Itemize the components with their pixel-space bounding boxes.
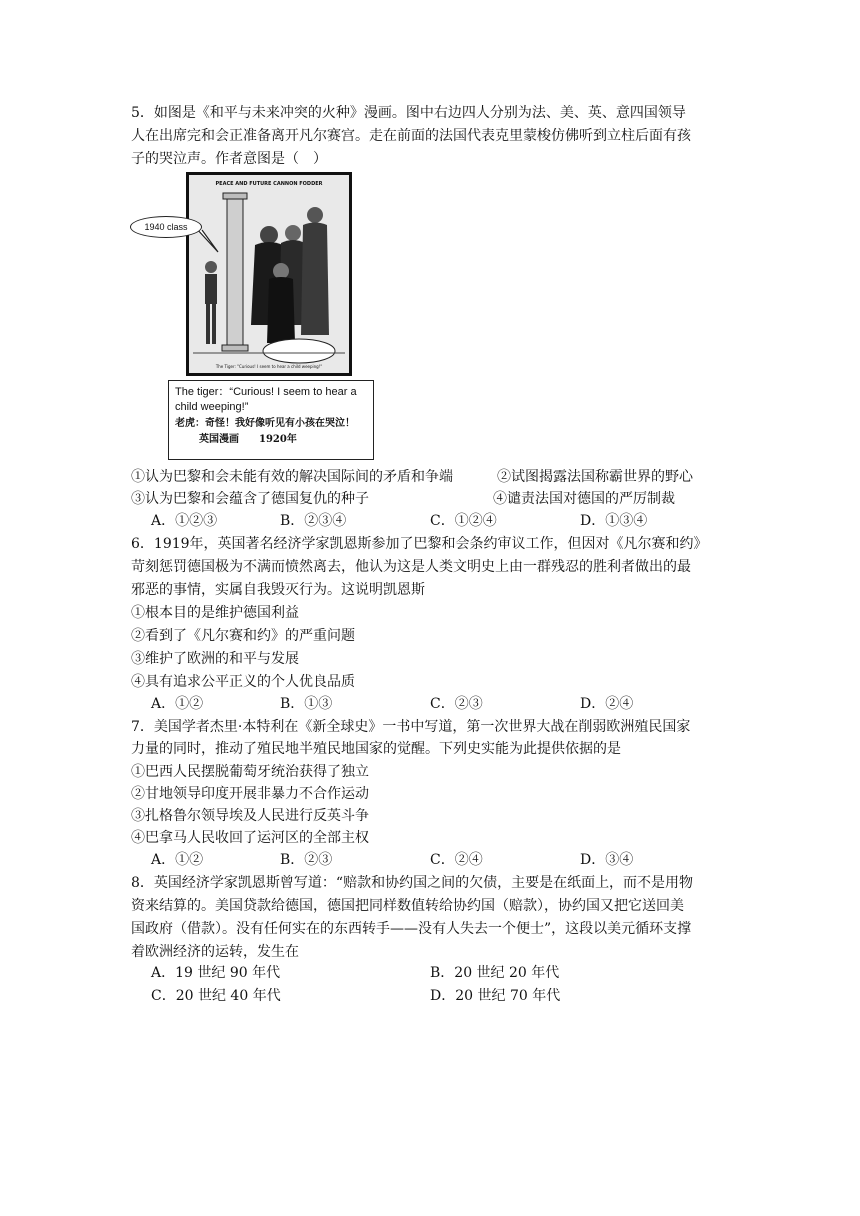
q5-option-c[interactable]: C．①②④ [430,513,497,529]
q5-item-4: ④谴责法国对德国的严厉制裁 [493,491,675,507]
caption-chinese: 老虎：奇怪！我好像听见有小孩在哭泣！ [175,418,355,429]
q5-stem-line-3: 子的哭泣声。作者意图是（ ） [131,151,327,167]
q5-option-b[interactable]: B．②③④ [280,513,347,529]
q7-stem-line-2: 力量的同时，推动了殖民地半殖民地国家的觉醒。下列史实能为此提供依据的是 [131,741,621,757]
cartoon-header: PEACE AND FUTURE CANNON FODDER [215,181,323,187]
q5-option-a[interactable]: A．①②③ [151,513,218,529]
q7-option-d[interactable]: D．③④ [580,852,634,868]
cartoon-bubble-label: 1940 class [130,216,202,238]
q6-stem-line-3: 邪恶的事情，实属自我毁灭行为。这说明凯恩斯 [131,582,425,598]
q6-option-d[interactable]: D．②④ [580,696,634,712]
q6-item-2: ②看到了《凡尔赛和约》的严重问题 [131,628,355,644]
q5-stem-line-2: 人在出席完和会正准备离开凡尔赛宫。走在前面的法国代表克里蒙梭仿佛听到立柱后面有孩 [131,128,691,144]
q6-option-a[interactable]: A．①② [151,696,204,712]
q5-item-3: ③认为巴黎和会蕴含了德国复仇的种子 [131,491,369,507]
q6-option-b[interactable]: B．①③ [280,696,333,712]
q8-option-a[interactable]: A．19 世纪 90 年代 [151,965,281,981]
q7-item-4: ④巴拿马人民收回了运河区的全部主权 [131,830,369,846]
q6-item-3: ③维护了欧洲的和平与发展 [131,651,299,667]
q7-option-c[interactable]: C．②④ [430,852,483,868]
q5-stem-line-1: 5．如图是《和平与未来冲突的火种》漫画。图中右边四人分别为法、美、英、意四国领导 [131,105,686,121]
q8-option-c[interactable]: C．20 世纪 40 年代 [151,988,281,1004]
q8-option-b[interactable]: B．20 世纪 20 年代 [430,965,560,981]
q8-stem-line-4: 着欧洲经济的运转，发生在 [131,944,299,960]
q7-item-3: ③扎格鲁尔领导埃及人民进行反英斗争 [131,808,369,824]
q5-item-1: ①认为巴黎和会未能有效的解决国际间的矛盾和争端 [131,469,453,485]
q7-item-1: ①巴西人民摆脱葡萄牙统治获得了独立 [131,764,369,780]
cartoon-caption-box [168,380,374,460]
caption-english-line-1: The tiger：“Curious! I seem to hear a [175,386,357,398]
q7-stem-line-1: 7．美国学者杰里·本特利在《新全球史》一书中写道，第一次世界大战在削弱欧洲殖民国家 [131,719,691,735]
q6-item-4: ④具有追求公平正义的个人优良品质 [131,674,355,690]
cartoon-illustration [189,175,349,373]
caption-english-line-2: child weeping!” [175,401,249,413]
q7-item-2: ②甘地领导印度开展非暴力不合作运动 [131,786,369,802]
cartoon-footer: The Tiger: "Curious! I seem to hear a child weeping!" [215,364,323,369]
q6-option-c[interactable]: C．②③ [430,696,483,712]
caption-source: 英国漫画 1920年 [199,434,297,445]
q6-stem-line-2: 苛刻惩罚德国极为不满而愤然离去，他认为这是人类文明史上由一群残忍的胜利者做出的最 [131,559,691,575]
q8-stem-line-3: 国政府（借款）。没有任何实在的东西转手——没有人失去一个便士”，这段以美元循环支撑 [131,921,692,937]
q7-option-a[interactable]: A．①② [151,852,204,868]
q7-option-b[interactable]: B．②③ [280,852,333,868]
q5-option-d[interactable]: D．①③④ [580,513,648,529]
q8-stem-line-2: 资来结算的。美国贷款给德国，德国把同样数值转给协约国（赔款），协约国又把它送回美 [131,898,684,914]
q5-cartoon-image [186,172,352,376]
bubble-pointer [196,222,256,262]
q6-stem-line-1: 6．1919年，英国著名经济学家凯恩斯参加了巴黎和会条约审议工作，但因对《凡尔赛和约》 [131,536,708,552]
q8-option-d[interactable]: D．20 世纪 70 年代 [430,988,561,1004]
q8-stem-line-1: 8．英国经济学家凯恩斯曾写道：“赔款和协约国之间的欠债，主要是在纸面上，而不是用物 [131,875,694,891]
q5-item-2: ②试图揭露法国称霸世界的野心 [497,469,693,485]
q6-item-1: ①根本目的是维护德国利益 [131,605,299,621]
